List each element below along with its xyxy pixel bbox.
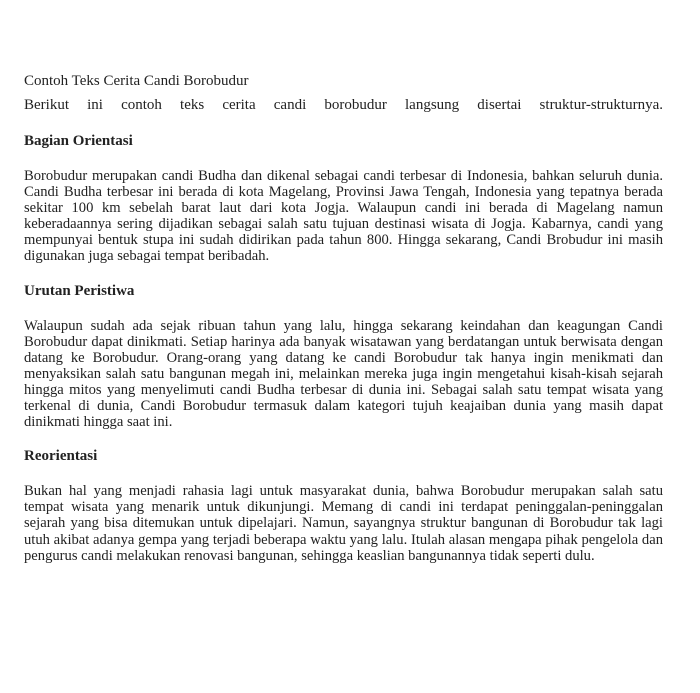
section-body-orientasi: Borobudur merupakan candi Budha dan dikenal sebagai candi terbesar di Indonesia, bahkan seluruh dunia. Candi Budha terbesar ini berada di kota Magelang, Provinsi Jawa Tengah, Indonesia yang tepatnya berada sekitar 100 km sebelah barat laut dari kota Jogja. Walaupun candi ini berada di Magelang namun keberadaannya sering dijadikan sebagai salah satu tujuan destinasi wisata di Jogja. Kabarnya, candi yang mempunyai bentuk stupa ini sudah didirikan pada tahun 800. Hingga sekarang, Candi Brobudur ini masih digunakan juga sebagai tempat beribadah.	[24, 168, 663, 265]
section-body-reorientasi: Bukan hal yang menjadi rahasia lagi untuk masyarakat dunia, bahwa Borobudur merupakan salah satu tempat wisata yang menarik untuk dikunjungi. Memang di candi ini terdapat peninggalan-peninggalan sejarah yang bisa ditemukan untuk dipelajari. Namun, sayangnya struktur bangunan di Borobudur tak lagi utuh akibat adanya gempa yang terjadi beberapa waktu yang lalu. Itulah alasan mengapa pihak pengelola dan pengurus candi melakukan renovasi bangunan, sehingga keaslian bangunannya tidak seperti dulu.	[24, 483, 663, 564]
section-heading-urutan-peristiwa: Urutan Peristiwa	[24, 282, 135, 299]
intro-paragraph: Berikut ini contoh teks cerita candi borobudur langsung disertai struktur-strukturnya.	[24, 97, 663, 113]
section-heading-reorientasi: Reorientasi	[24, 448, 98, 465]
section-heading-orientasi: Bagian Orientasi	[24, 133, 133, 149]
document-title: Contoh Teks Cerita Candi Borobudur	[24, 73, 249, 89]
section-body-urutan-peristiwa: Walaupun sudah ada sejak ribuan tahun yang lalu, hingga sekarang keindahan dan keagungan Candi Borobudur dapat dinikmati. Setiap harinya ada banyak wisatawan yang berdatangan untuk berwisata dengan datang ke Borobudur. Orang-orang yang datang ke candi Borobudur tak hanya ingin menikmati dan menyaksikan salah satu bangunan megah ini, melainkan mereka juga ingin mengetahui kisah-kisah sejarah hingga mitos yang menyelimuti candi Budha terbesar di dunia ini. Sebagai salah satu tempat wisata yang terkenal di dunia, Candi Borobudur termasuk dalam kategori tujuh keajaiban dunia yang masih dapat dinikmati hingga saat ini.	[24, 317, 663, 431]
document-page	[24, 72, 663, 564]
